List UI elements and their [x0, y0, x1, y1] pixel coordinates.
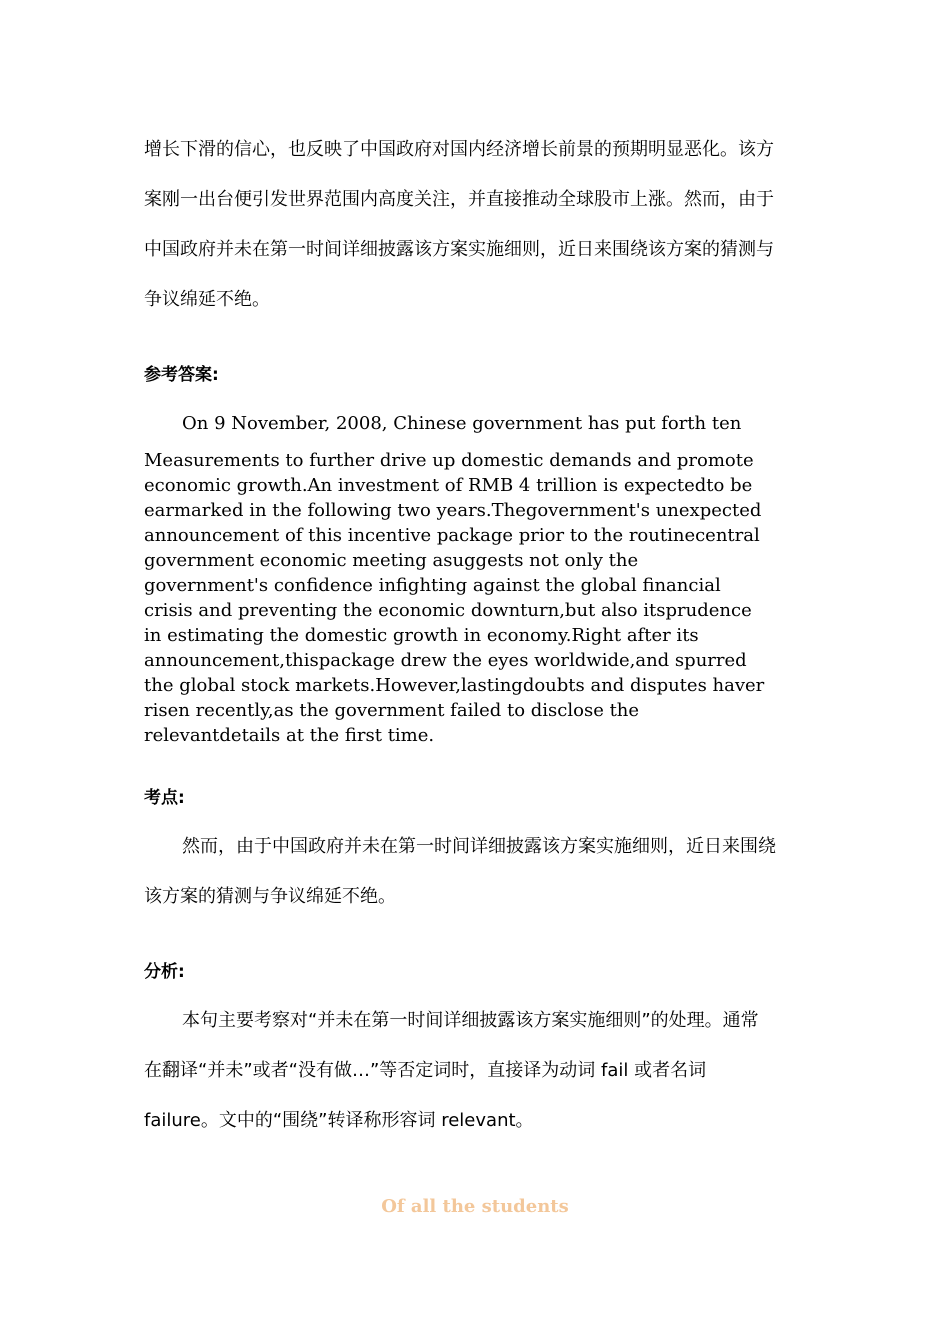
answer-line: risen recently,as the government failed to disclose the: [144, 700, 640, 721]
intro-line: 案刚一出台便引发世界范围内高度关注，并直接推动全球股市上涨。然而，由于: [144, 189, 774, 210]
footer-text: Of all the students: [381, 1196, 569, 1217]
test-point-line: 然而，由于中国政府并未在第一时间详细披露该方案实施细则，近日来围绕: [182, 836, 776, 857]
answer-line: in estimating the domestic growth in economy.Right after its: [144, 625, 699, 646]
test-point-heading: 考点:: [144, 788, 185, 808]
answer-line: relevantdetails at the first time.: [144, 725, 435, 746]
intro-paragraph: [144, 125, 810, 325]
test-point-body: [144, 822, 810, 922]
reference-answer-heading: 参考答案:: [144, 365, 219, 385]
reference-answer-body: [144, 448, 810, 748]
intro-line: 争议绵延不绝。: [144, 289, 270, 310]
answer-line: Measurements to further drive up domestic demands and promote: [144, 450, 754, 471]
answer-line: government economic meeting asuggests not only the: [144, 550, 639, 571]
answer-line: announcement of this incentive package prior to the routinecentral: [144, 525, 760, 546]
answer-line: government's confidence infighting against the global financial: [144, 575, 721, 596]
analysis-heading: 分析:: [144, 962, 185, 982]
answer-line: the global stock markets.However,lastingdoubts and disputes haver: [144, 675, 765, 696]
intro-line: 中国政府并未在第一时间详细披露该方案实施细则，近日来围绕该方案的猜测与: [144, 239, 774, 260]
answer-line: earmarked in the following two years.Thegovernment's unexpected: [144, 500, 762, 521]
analysis-line: 在翻译“并未”或者“没有做…”等否定词时，直接译为动词 fail 或者名词: [144, 1060, 707, 1081]
analysis-body: [144, 996, 810, 1146]
answer-line: crisis and preventing the economic downturn,but also itsprudence: [144, 600, 752, 621]
intro-line: 增长下滑的信心，也反映了中国政府对国内经济增长前景的预期明显恶化。该方: [144, 139, 774, 160]
test-point-line: 该方案的猜测与争议绵延不绝。: [144, 886, 396, 907]
analysis-line: failure。文中的“围绕”转译称形容词 relevant。: [144, 1110, 534, 1131]
analysis-line: 本句主要考察对“并未在第一时间详细披露该方案实施细则”的处理。通常: [182, 1010, 759, 1031]
answer-line: announcement,thispackage drew the eyes worldwide,and spurred: [144, 650, 747, 671]
answer-line: On 9 November, 2008, Chinese government has put forth ten: [182, 413, 742, 434]
answer-line: economic growth.An investment of RMB 4 trillion is expectedto be: [144, 475, 753, 496]
reference-answer-first-line: [144, 411, 810, 437]
